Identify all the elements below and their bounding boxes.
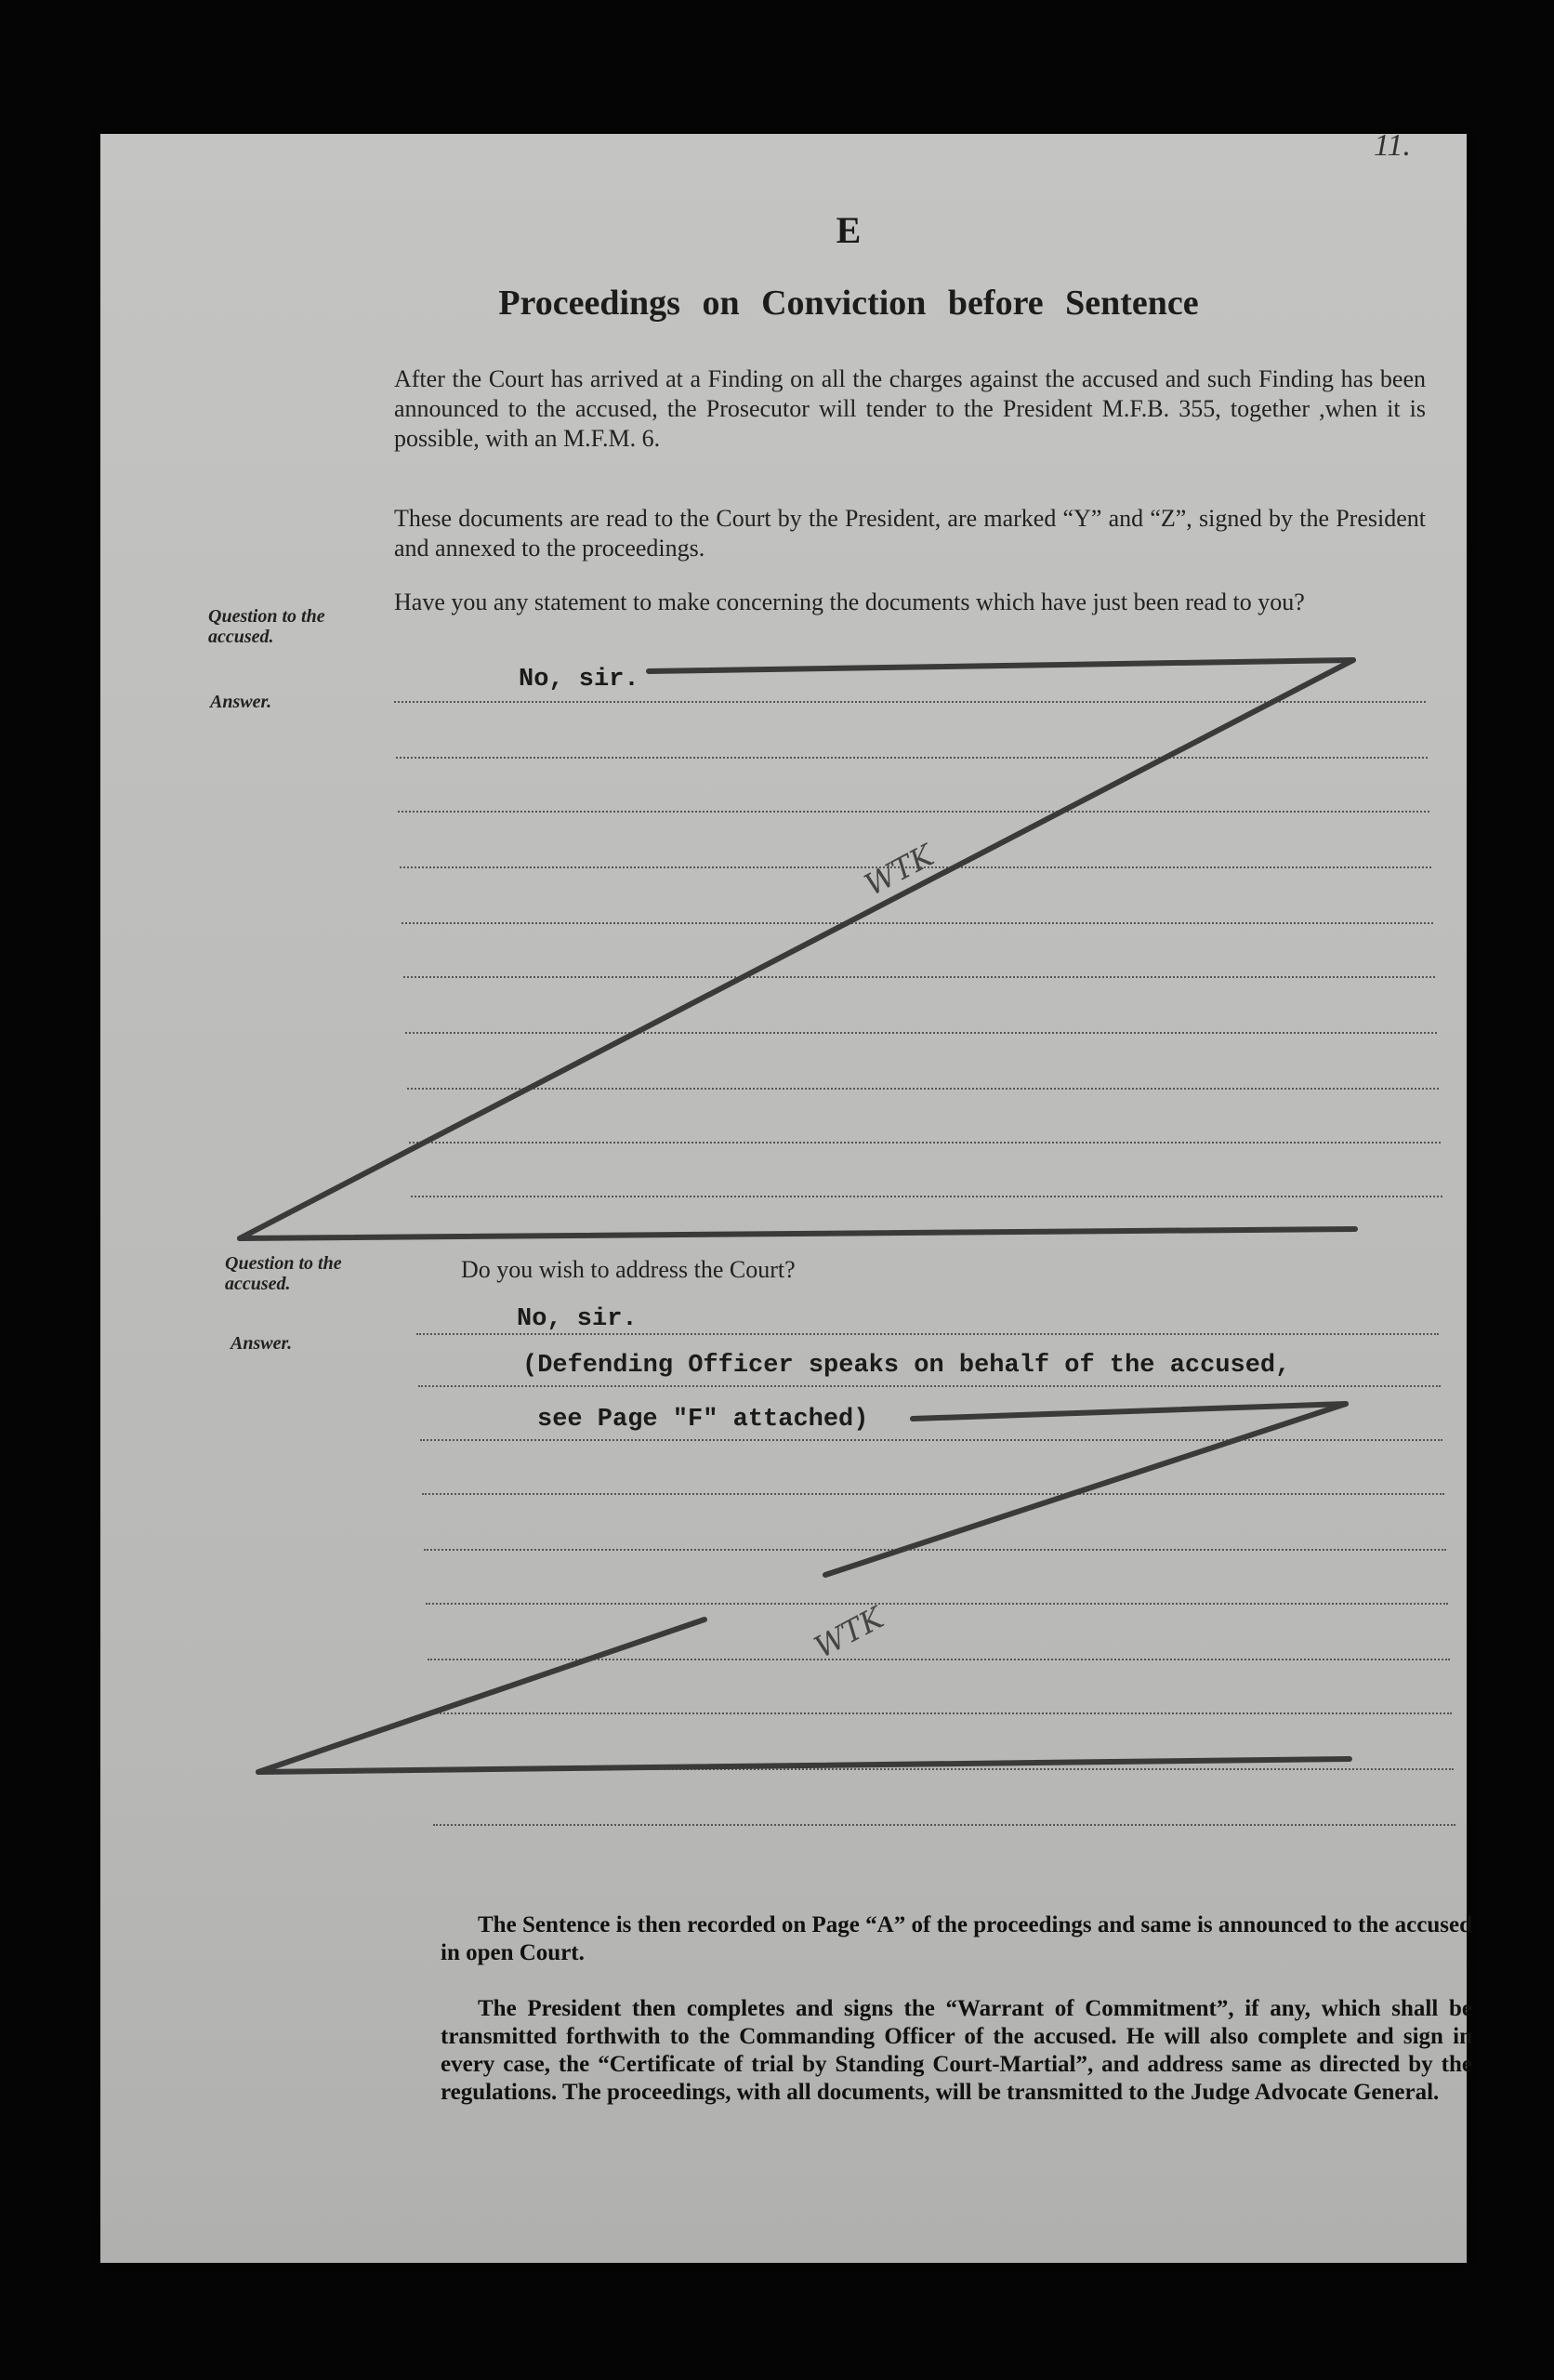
z-mark-1-diagonal	[240, 660, 1353, 1238]
page-title: Proceedings on Conviction before Sentence	[498, 284, 1199, 323]
answer-1-label: Answer.	[210, 692, 272, 712]
answer-2-label: Answer.	[230, 1333, 293, 1354]
question-2-text: Do you wish to address the Court?	[461, 1256, 796, 1283]
question-2-margin-label: Question to the accused.	[225, 1253, 342, 1294]
z-mark-2-bottom	[258, 1759, 1350, 1772]
section-letter: E	[836, 209, 862, 251]
document-page	[100, 128, 1472, 2263]
answer-2-line-1: No, sir.	[517, 1305, 638, 1333]
z-mark-1-bottom	[240, 1229, 1355, 1238]
question-1-text: Have you any statement to make concerning the documents which have just been read to you?	[394, 588, 1305, 615]
initials-1: WTK	[858, 837, 940, 904]
page-number: 11.	[1374, 128, 1411, 163]
z-mark-2-diagonal-upper	[825, 1404, 1346, 1575]
answer-1-typed: No, sir.	[519, 666, 639, 694]
answer-2-line-2: (Defending Officer speaks on behalf of the accused,	[522, 1352, 1291, 1380]
footer-paragraph-2: The President then completes and signs the “Warrant of Commitment”, if any, which shall be transmitted forthwith to the Commanding Officer of the accused. He will also complete and sign in every case, the “Certificate of trial by Standing Court-Martial”, and address same as directed by the regulations. The proceedings, with all documents, will be transmitted to the Judge Advocate General.	[441, 1996, 1472, 2105]
initials-2: WTK	[808, 1599, 889, 1666]
z-mark-2-top	[913, 1404, 1346, 1419]
intro-paragraph-1: After the Court has arrived at a Finding on all the charges against the accused and such Finding has been announced to the accused, the Prosecutor will tender to the President M.F.B. 355, together ,when it is possible, with an M.F.M. 6.	[394, 365, 1426, 452]
z-mark-1-top	[649, 660, 1353, 671]
answer-2-line-3: see Page "F" attached)	[537, 1406, 869, 1434]
intro-paragraph-2: These documents are read to the Court by the President, are marked “Y” and “Z”, signed by the President and annexed to the proceedings.	[394, 505, 1426, 562]
z-mark-2-diagonal-lower	[258, 1620, 705, 1772]
question-1-margin-label: Question to the accused.	[208, 606, 325, 647]
footer-paragraph-1: The Sentence is then recorded on Page “A” of the proceedings and same is announced to the accused in open Court.	[441, 1912, 1472, 1965]
